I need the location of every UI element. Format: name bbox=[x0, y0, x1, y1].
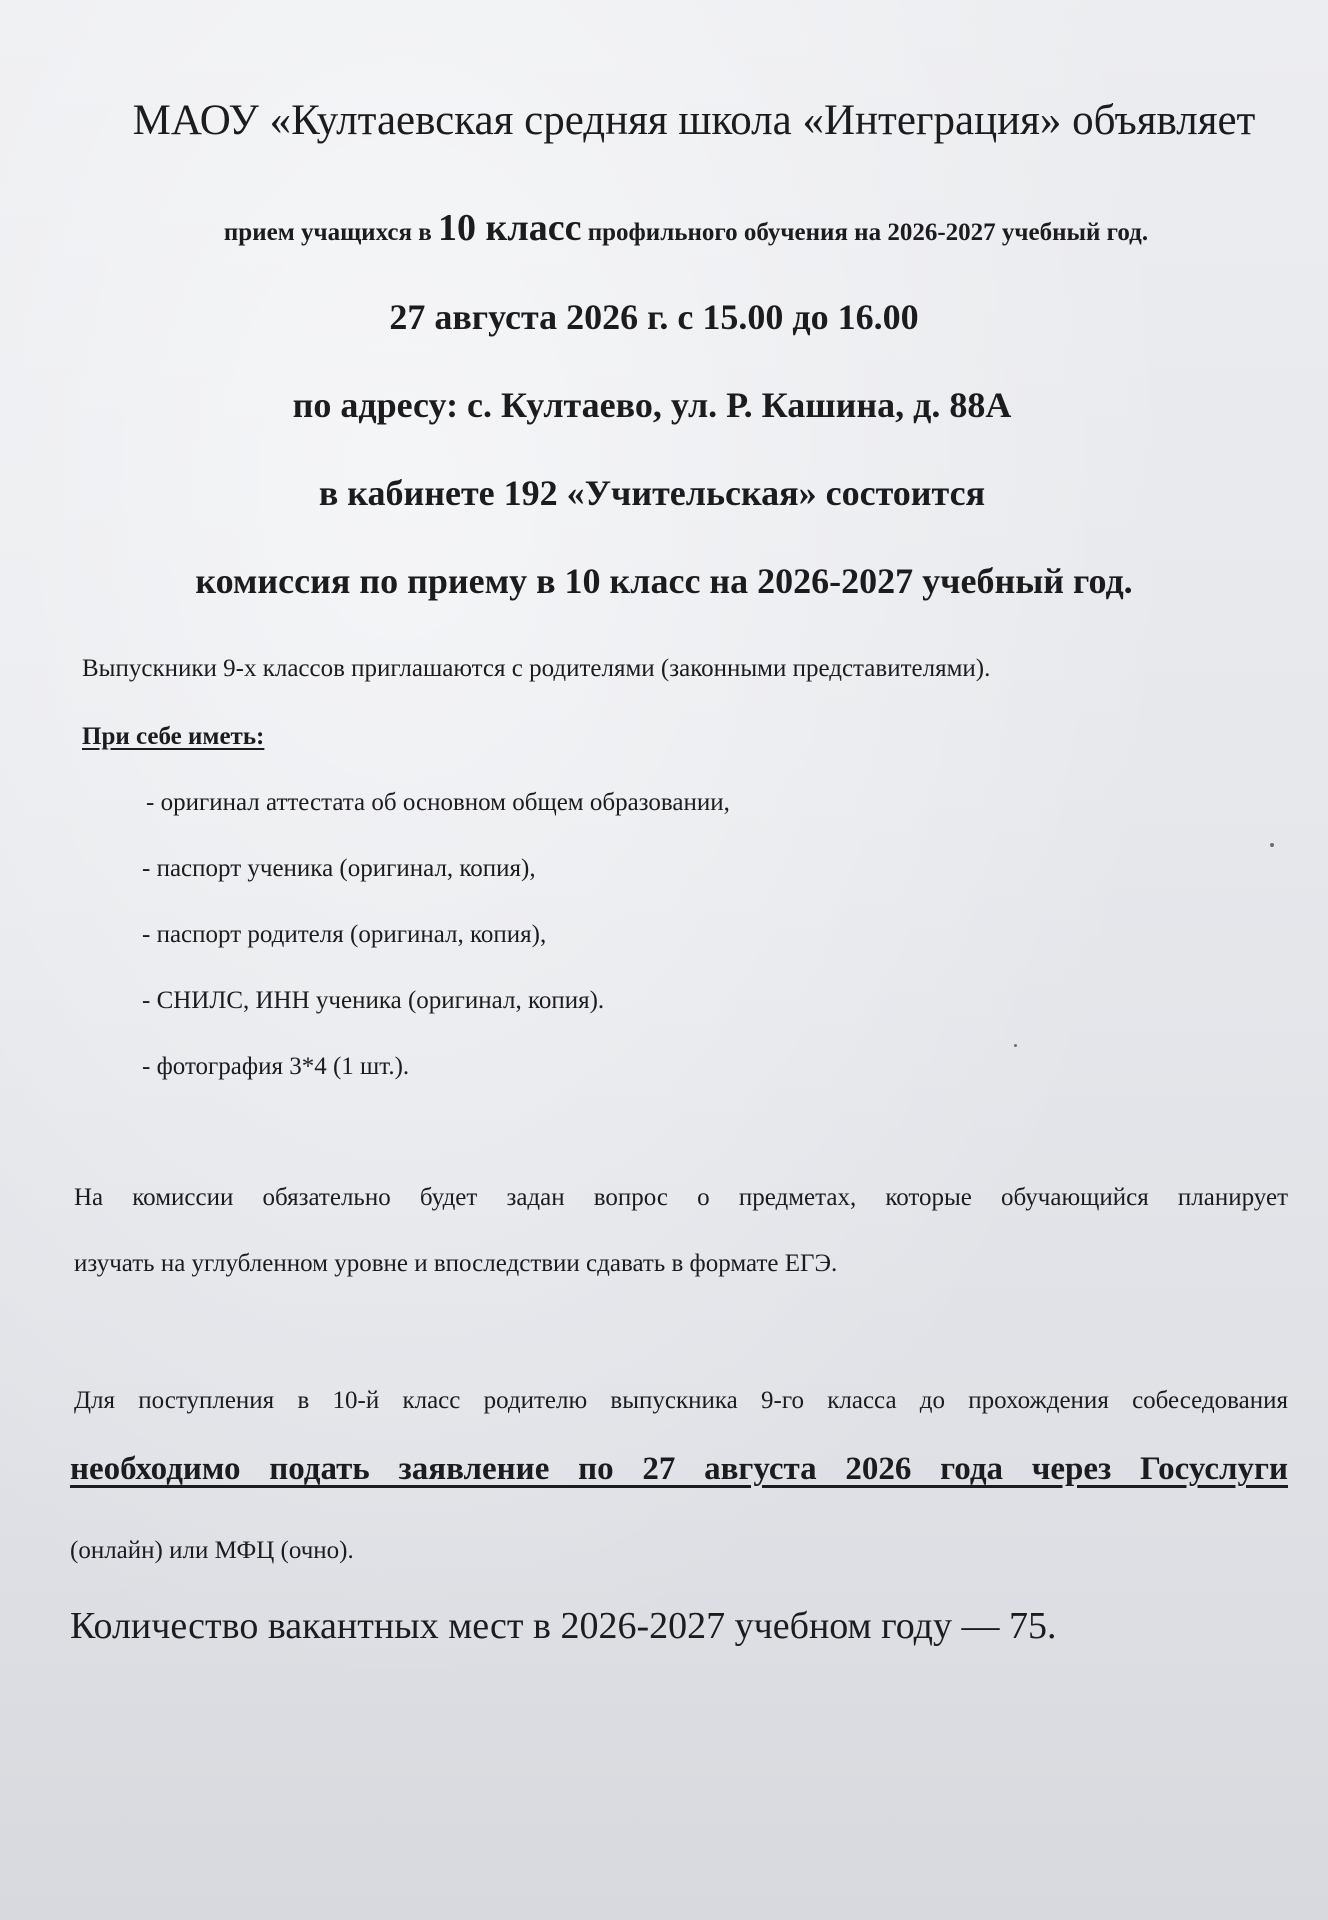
list-item: - СНИЛС, ИНН ученика (оригинал, копия). bbox=[142, 987, 605, 1014]
question-line-1: На комиссии обязательно будет задан вопрос о предметах, которые обучающийся планирует bbox=[74, 1184, 1288, 1211]
paper-speck bbox=[1270, 843, 1274, 847]
address-line: по адресу: с. Култаево, ул. Р. Кашина, д. 88А bbox=[292, 385, 1012, 425]
application-line-1: Для поступления в 10-й класс родителю выпускника 9-го класса до прохождения собеседования bbox=[74, 1387, 1288, 1414]
bring-heading: При себе иметь: bbox=[82, 723, 265, 750]
subtitle-before: прием учащихся в bbox=[223, 219, 438, 246]
room-line: в кабинете 192 «Учительская» состоится bbox=[318, 473, 986, 513]
date-line: 27 августа 2026 г. с 15.00 до 16.00 bbox=[389, 297, 919, 337]
subtitle-grade: 10 класс bbox=[438, 207, 582, 249]
vacancies-text: Количество вакантных мест в 2026-2027 учебном году — 75. bbox=[70, 1605, 1057, 1647]
commission-line: комиссия по приему в 10 класс на 2026-2027 учебный год. bbox=[195, 561, 1133, 601]
list-item: - оригинал аттестата об основном общем образовании, bbox=[146, 789, 730, 816]
question-line-2: изучать на углубленном уровне и впоследствии сдавать в формате ЕГЭ. bbox=[74, 1250, 838, 1277]
invite-text: Выпускники 9-х классов приглашаются с родителями (законными представителями). bbox=[82, 655, 991, 682]
notice-subtitle bbox=[22, 206, 1328, 250]
notice-title: МАОУ «Култаевская средняя школа «Интеграция» объявляет bbox=[132, 97, 1256, 144]
paper-speck bbox=[1014, 1044, 1017, 1047]
application-line-3: (онлайн) или МФЦ (очно). bbox=[70, 1537, 354, 1564]
subtitle-after: профильного обучения на 2026-2027 учебный год. bbox=[581, 219, 1149, 246]
list-item: - паспорт ученика (оригинал, копия), bbox=[142, 855, 536, 882]
documents-list bbox=[142, 786, 730, 1116]
list-item: - паспорт родителя (оригинал, копия), bbox=[142, 921, 547, 948]
application-deadline: необходимо подать заявление по 27 августа 2026 года через Госуслуги bbox=[70, 1451, 1288, 1487]
list-item: - фотография 3*4 (1 шт.). bbox=[142, 1053, 410, 1080]
